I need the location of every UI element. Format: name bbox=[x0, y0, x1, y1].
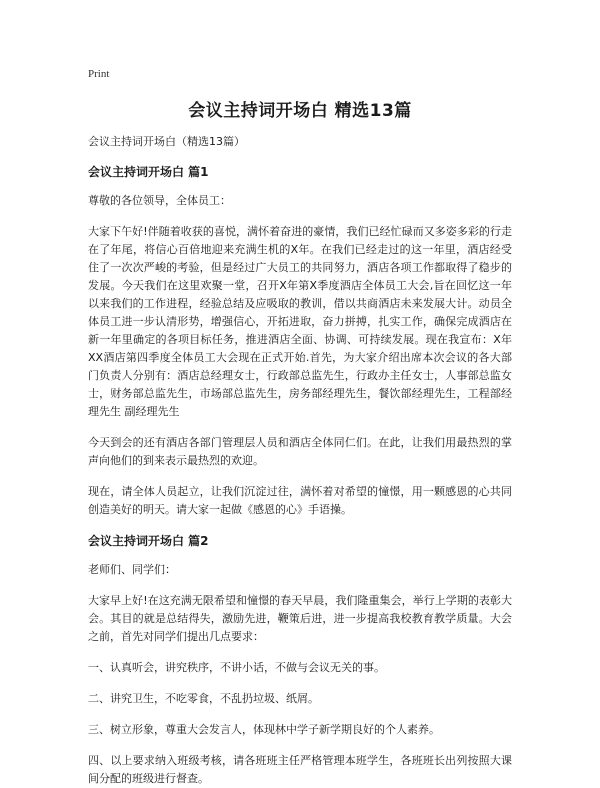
section-1 bbox=[88, 163, 512, 519]
list-item: 二、讲究卫生，不吃零食，不乱扔垃圾、纸屑。 bbox=[88, 692, 319, 705]
list-item: 四、以上要求纳入班级考核，请各班班主任严格管理本班学生，各班班长出列按照大课间分配的班级进行督查。 bbox=[88, 754, 512, 785]
document-subtitle: 会议主持词开场白（精选13篇） bbox=[88, 135, 245, 148]
section-heading: 会议主持词开场白 篇1 bbox=[88, 165, 209, 179]
salutation: 老师们、同学们： bbox=[88, 563, 176, 576]
section-heading: 会议主持词开场白 篇2 bbox=[88, 534, 209, 548]
list-item: 三、树立形象，尊重大会发言人，体现林中学子新学期良好的个人素养。 bbox=[88, 723, 440, 736]
salutation: 尊敬的各位领导，全体员工： bbox=[88, 194, 231, 207]
section-2 bbox=[88, 532, 512, 788]
list-item: 一、认真听会，讲究秩序，不讲小话，不做与会议无关的事。 bbox=[88, 661, 385, 674]
print-link[interactable]: Print bbox=[88, 68, 110, 80]
body-paragraph: 大家下午好!伴随着收获的喜悦，满怀着奋进的豪情，我们已经忙碌而又多姿多彩的行走在了年尾，将信心百倍地迎来充满生机的X年。在我们已经走过的这一年里，酒店经受住了一次次严峻的考验，但是经过广大员工的共同努力，酒店各项工作都取得了稳步的发展。今天我们在这里欢聚一堂，召开X年第X季度酒店全体员工大会,旨在回忆这一年以来我们的工作进程，经验总结及应吸取的教训，借以共商酒店未来发展大计。动员全体员工进一步认清形势，增强信心，开拓进取，奋力拼搏，扎实工作，确保完成酒店在新一年里确定的各项目标任务，推进酒店全面、协调、可持续发展。现在我宣布：X年XX酒店第四季度全体员工大会现在正式开始.首先，为大家介绍出席本次会议的各大部门负责人分别有：酒店总经理女士，行政部总监先生，行政办主任女士，人事部总监女士，财务部总监先生，市场部总监先生，房务部经理先生，餐饮部经理先生，工程部经理先生 副经理先生 bbox=[88, 225, 512, 418]
page-title: 会议主持词开场白 精选13篇 bbox=[188, 101, 412, 121]
body-paragraph: 今天到会的还有酒店各部门管理层人员和酒店全体同仁们。在此，让我们用最热烈的掌声向他们的到来表示最热烈的欢迎。 bbox=[88, 436, 512, 467]
body-paragraph: 现在，请全体人员起立，让我们沉淀过往，满怀着对希望的憧憬，用一颗感恩的心共同创造美好的明天。请大家一起做《感恩的心》手语操。 bbox=[88, 485, 512, 516]
body-paragraph: 大家早上好!在这充满无限希望和憧憬的春天早晨，我们隆重集会，举行上学期的表彰大会。其目的就是总结得失，激励先进，鞭策后进，进一步提高我校教育教学质量。大会之前，首先对同学们提出几点要求： bbox=[88, 594, 512, 643]
